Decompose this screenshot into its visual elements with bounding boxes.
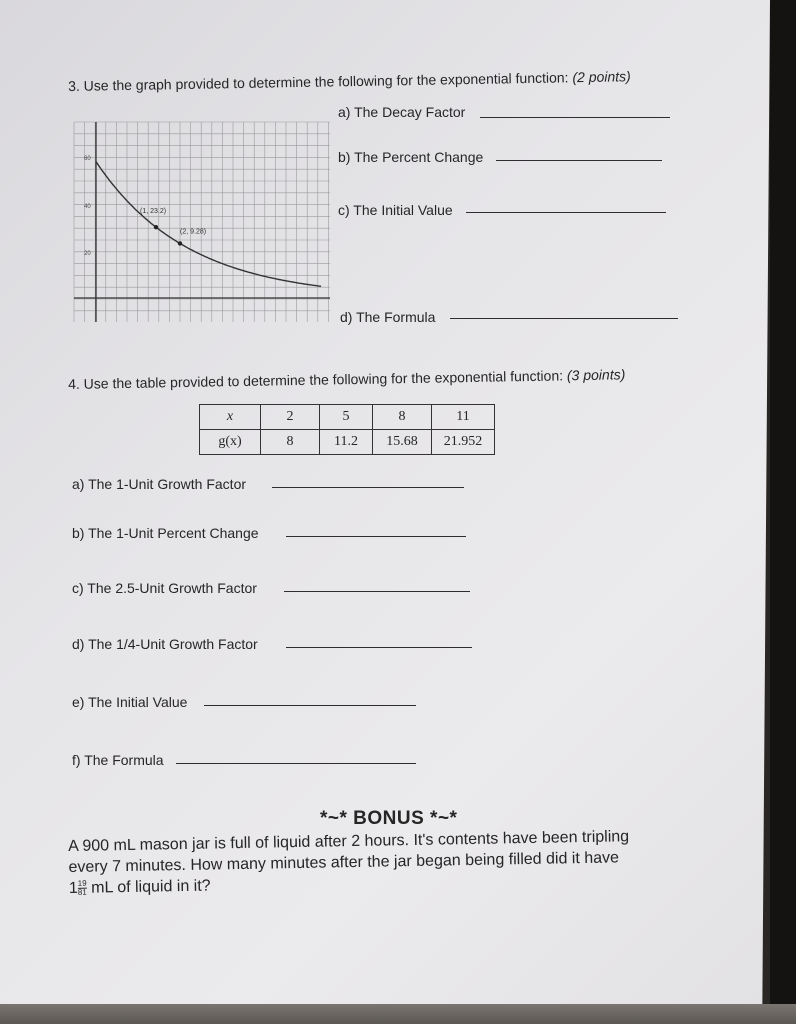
graph-y-tick-60: 60 [84, 156, 91, 162]
graph-point-2 [178, 241, 182, 245]
q4-answer-line-d[interactable] [286, 647, 472, 648]
q3-item-a: a) The Decay Factor [338, 104, 466, 120]
graph-y-tick-40: 40 [84, 204, 91, 210]
q4-item-b: b) The 1-Unit Percent Change [72, 525, 259, 541]
q4-points: (3 points) [566, 366, 626, 384]
table-cell: 2 [261, 405, 320, 430]
q4-item-d: d) The 1/4-Unit Growth Factor [72, 636, 258, 652]
q4-item-e: e) The Initial Value [72, 694, 188, 710]
graph-point-1-label: (1, 23.2) [140, 208, 167, 216]
bonus-line-3-rest: mL of liquid in it? [86, 877, 211, 897]
table-cell: 8 [373, 405, 432, 430]
table-header-x: x [200, 405, 261, 430]
table-cell: 11.2 [320, 430, 373, 455]
table-cell: 8 [261, 430, 320, 455]
q3-answer-line-a[interactable] [480, 117, 670, 118]
q3-item-c: c) The Initial Value [338, 202, 453, 218]
table-cell: 21.952 [432, 430, 495, 455]
background-bottom [0, 1004, 796, 1024]
bonus-line-2: every 7 minutes. How many minutes after the jar began being filled did it have [68, 849, 620, 876]
q3-prompt-text: 3. Use the graph provided to determine the following for the exponential function: [68, 69, 569, 94]
table-cell: 11 [432, 405, 495, 430]
q4-answer-line-a[interactable] [272, 487, 464, 488]
table-cell: 5 [320, 405, 373, 430]
graph-point-2-label: (2, 9.28) [180, 228, 207, 236]
q3-answer-line-d[interactable] [450, 318, 678, 319]
q4-item-f: f) The Formula [72, 752, 164, 768]
graph-grid [74, 122, 330, 322]
table-row-x [200, 405, 495, 430]
q3-answer-line-c[interactable] [466, 212, 666, 213]
bonus-question [68, 825, 709, 899]
q4-answer-line-f[interactable] [176, 763, 416, 764]
graph-y-tick-20: 20 [84, 251, 91, 257]
bonus-line-1: A 900 mL mason jar is full of liquid after 2 hours. It's contents have been tripling [68, 828, 630, 855]
q4-item-c: c) The 2.5-Unit Growth Factor [72, 580, 257, 596]
q4-answer-line-b[interactable] [286, 536, 466, 537]
q4-answer-line-e[interactable] [204, 705, 416, 706]
q3-answer-line-b[interactable] [496, 160, 662, 161]
graph-point-1 [154, 225, 158, 229]
background-right [770, 0, 796, 1024]
q3-item-d: d) The Formula [340, 309, 436, 325]
graph-decay-curve [96, 162, 321, 287]
bonus-title: *~* BONUS *~* [320, 808, 458, 829]
q4-item-a: a) The 1-Unit Growth Factor [72, 476, 247, 492]
q4-prompt-text: 4. Use the table provided to determine the following for the exponential function: [68, 367, 564, 392]
q4-data-table [199, 404, 495, 455]
q4-answer-line-c[interactable] [284, 591, 470, 592]
q3-points: (2 points) [572, 68, 631, 86]
q3-item-b: b) The Percent Change [338, 149, 484, 165]
table-cell: 15.68 [373, 430, 432, 455]
bonus-mixed-fraction: $\frac{19}{81}$ [77, 878, 87, 898]
table-row-gx [200, 430, 495, 455]
exponential-graph [72, 118, 332, 326]
bonus-mixed-whole: 1 [68, 879, 78, 897]
table-header-gx: g(x) [200, 430, 261, 455]
